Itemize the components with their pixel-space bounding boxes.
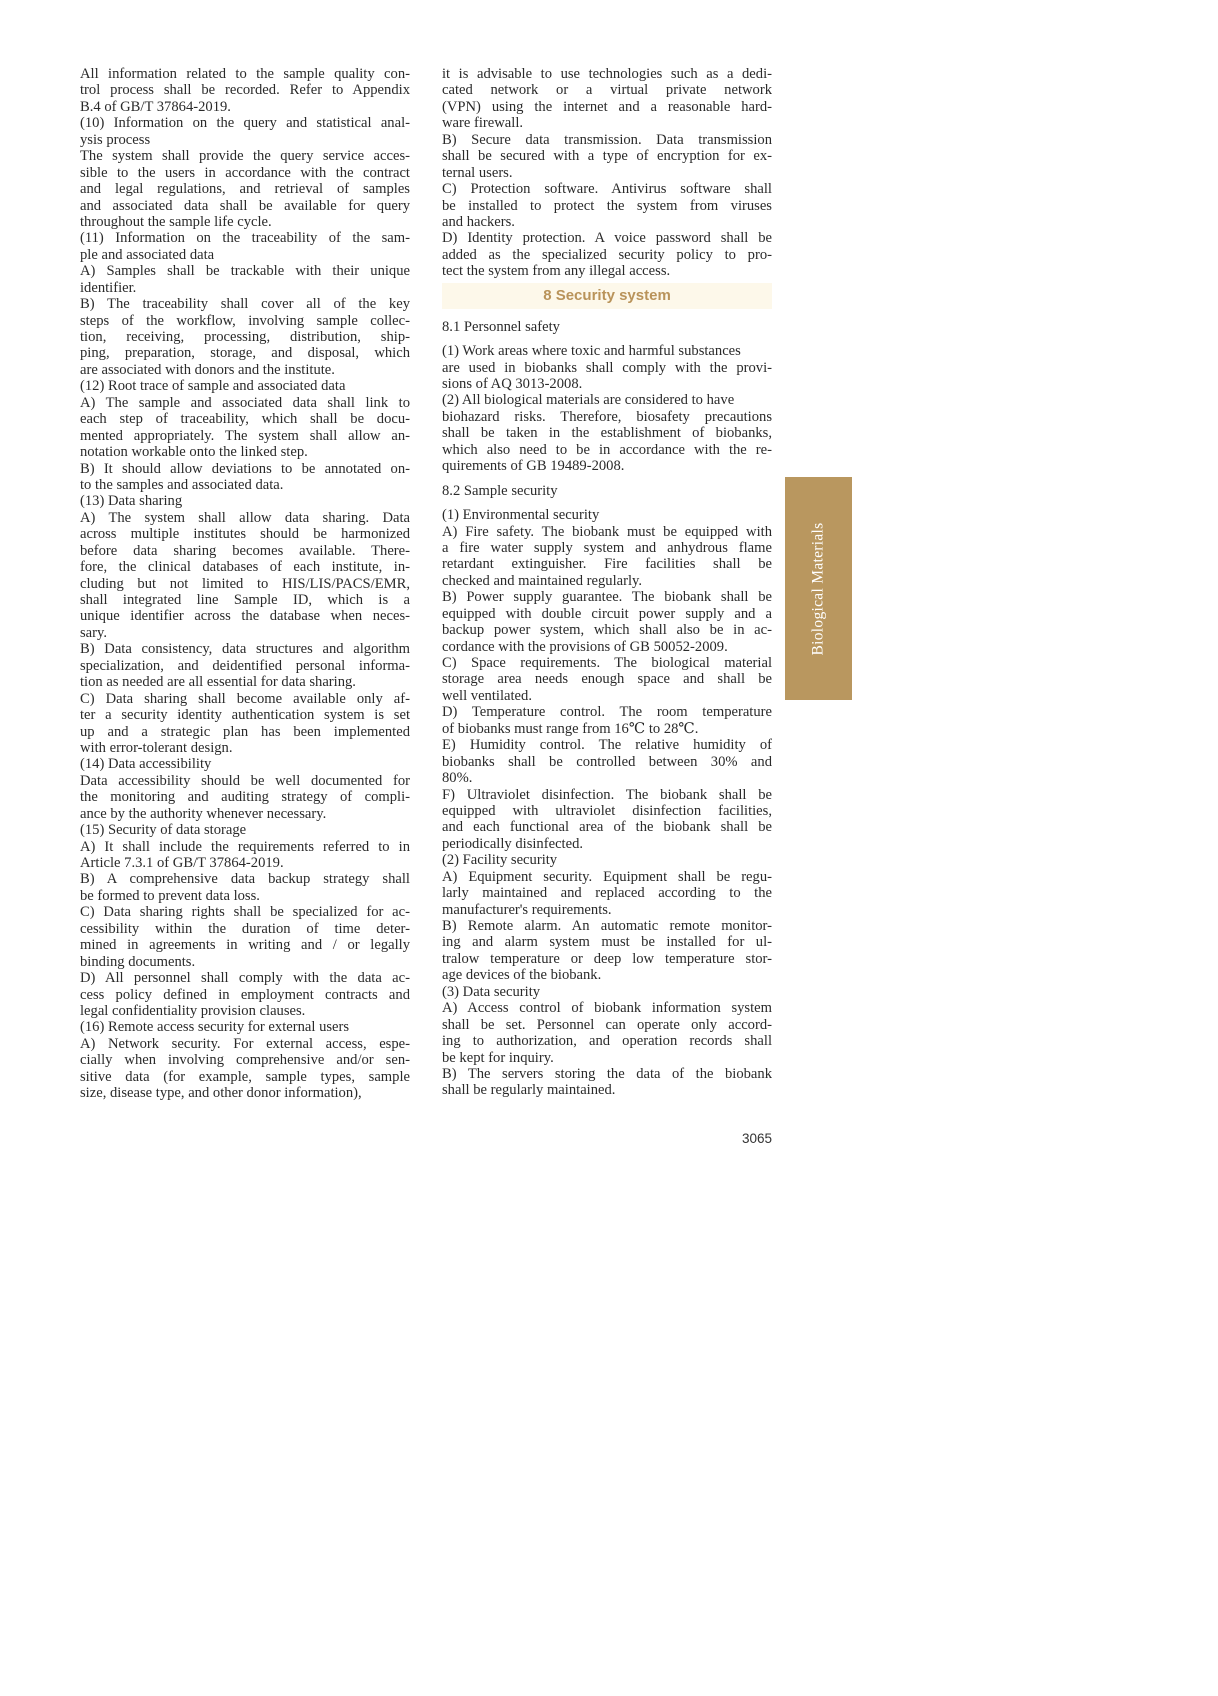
text-line: sitive data (for example, sample types, sample bbox=[80, 1068, 410, 1085]
text-line: size, disease type, and other donor information), bbox=[80, 1085, 362, 1102]
text-line: tion, receiving, processing, distribution, ship- bbox=[80, 329, 410, 345]
text-line: B.4 of GB/T 37864-2019. bbox=[80, 98, 231, 115]
text-line: with error-tolerant design. bbox=[80, 739, 233, 756]
text-line: shall be set. Personnel can operate only accord- bbox=[442, 1016, 772, 1033]
text-line: (3) Data security bbox=[442, 983, 541, 1000]
text-line: notation workable onto the linked step. bbox=[80, 444, 308, 461]
text-line: (13) Data sharing bbox=[80, 493, 183, 510]
text-line: A) It shall include the requirements referred to in bbox=[80, 838, 410, 855]
text-line: larly maintained and replaced according to the bbox=[442, 885, 772, 902]
text-line: added as the specialized security policy to pro- bbox=[442, 246, 772, 263]
text-line: (16) Remote access security for external users bbox=[80, 1019, 350, 1036]
page-number: 3065 bbox=[741, 1131, 772, 1146]
text-line: quirements of GB 19489-2008. bbox=[442, 458, 625, 475]
text-line: Article 7.3.1 of GB/T 37864-2019. bbox=[80, 855, 284, 871]
text-line: well ventilated. bbox=[442, 687, 532, 704]
text-line: B) A comprehensive data backup strategy shall bbox=[80, 871, 410, 888]
text-line: C) Space requirements. The biological material bbox=[442, 655, 772, 671]
text-line: C) Data sharing rights shall be specialized for ac- bbox=[80, 904, 410, 921]
text-line: up and a strategic plan has been implemented bbox=[80, 723, 410, 740]
text-line: tect the system from any illegal access. bbox=[442, 263, 671, 280]
text-line: ing to authorization, and operation records shall bbox=[442, 1033, 772, 1050]
text-line: to the samples and associated data. bbox=[80, 476, 284, 493]
text-line: checked and maintained regularly. bbox=[442, 572, 643, 589]
text-line: mined in agreements in writing and / or legally bbox=[80, 937, 410, 954]
text-line: A) The sample and associated data shall link to bbox=[80, 394, 410, 411]
text-line: legal confidentiality provision clauses. bbox=[80, 1002, 306, 1019]
text-line: equipped with double circuit power supply and a bbox=[442, 605, 772, 622]
text-line: be installed to protect the system from viruses bbox=[442, 197, 772, 214]
text-line: and each functional area of the biobank shall be bbox=[442, 819, 772, 836]
text-line: ping, preparation, storage, and disposal, which bbox=[80, 345, 410, 362]
text-line: cially when involving comprehensive and/or sen- bbox=[80, 1052, 410, 1069]
text-line: cated network or a virtual private network bbox=[442, 82, 772, 99]
text-line: 80%. bbox=[442, 770, 473, 787]
side-tab-label: Biological Materials bbox=[809, 522, 827, 655]
text-line: ing and alarm system must be installed for ul- bbox=[442, 934, 772, 951]
text-line: ance by the authority whenever necessary. bbox=[80, 805, 327, 822]
text-line: before data sharing becomes available. There- bbox=[80, 542, 410, 559]
text-line: B) Remote alarm. An automatic remote monitor- bbox=[442, 918, 772, 934]
text-line: The system shall provide the query service acces- bbox=[80, 148, 410, 165]
text-line: D) Temperature control. The room temperature bbox=[442, 704, 772, 721]
text-line: B) It should allow deviations to be annotated on- bbox=[80, 460, 410, 477]
text-line: ysis process bbox=[80, 131, 151, 148]
text-line: identifier. bbox=[80, 279, 137, 296]
text-line: B) Secure data transmission. Data transmission bbox=[442, 131, 772, 148]
text-line: A) Samples shall be trackable with their unique bbox=[80, 263, 410, 280]
side-tab-biological-materials bbox=[785, 477, 852, 700]
text-line: backup power system, which shall also be in ac- bbox=[442, 622, 772, 639]
text-line: shall integrated line Sample ID, which is a bbox=[80, 592, 410, 608]
text-line: D) Identity protection. A voice password shall be bbox=[442, 230, 772, 247]
personnel-safety-text bbox=[442, 343, 772, 475]
text-line: cess policy defined in employment contracts and bbox=[80, 986, 410, 1003]
text-line: and hackers. bbox=[442, 213, 515, 230]
sample-security-text bbox=[442, 507, 772, 1099]
text-line: cessibility within the duration of time deter- bbox=[80, 920, 410, 937]
text-line: age devices of the biobank. bbox=[442, 967, 602, 984]
text-line: are used in biobanks shall comply with the provi- bbox=[442, 359, 772, 376]
text-line: retardant extinguisher. Fire facilities shall be bbox=[442, 556, 772, 573]
text-line: which also need to be in accordance with the re- bbox=[442, 441, 772, 458]
text-line: (14) Data accessibility bbox=[80, 756, 212, 773]
text-line: it is advisable to use technologies such as a dedi- bbox=[442, 66, 772, 82]
text-line: A) Equipment security. Equipment shall be regu- bbox=[442, 868, 772, 885]
text-line: (1) Work areas where toxic and harmful substances bbox=[442, 343, 741, 360]
text-line: mented appropriately. The system shall allow an- bbox=[80, 427, 410, 444]
text-line: of biobanks must range from 16℃ to 28℃. bbox=[442, 720, 699, 737]
text-line: trol process shall be recorded. Refer to Appendix bbox=[80, 82, 410, 99]
text-line: across multiple institutes should be harmonized bbox=[80, 526, 410, 543]
text-line: B) The servers storing the data of the biobank bbox=[442, 1065, 772, 1082]
text-line: C) Data sharing shall become available only af- bbox=[80, 690, 410, 707]
text-line: (12) Root trace of sample and associated data bbox=[80, 378, 346, 395]
text-line: specialization, and deidentified personal informa- bbox=[80, 657, 410, 674]
text-line: B) The traceability shall cover all of the key bbox=[80, 296, 410, 313]
text-line: ter a security identity authentication system is set bbox=[80, 707, 410, 724]
text-line: shall be secured with a type of encryption for ex- bbox=[442, 148, 772, 165]
text-line: sible to the users in accordance with the contract bbox=[80, 164, 410, 181]
text-line: fore, the clinical databases of each institute, in- bbox=[80, 559, 410, 576]
text-line: shall be regularly maintained. bbox=[442, 1082, 616, 1099]
text-line: ple and associated data bbox=[80, 246, 215, 263]
text-line: a fire water supply system and anhydrous flame bbox=[442, 539, 772, 556]
text-line: storage area needs enough space and shall be bbox=[442, 671, 772, 688]
text-line: be formed to prevent data loss. bbox=[80, 887, 260, 904]
text-line: (15) Security of data storage bbox=[80, 822, 247, 839]
text-line: binding documents. bbox=[80, 953, 196, 970]
text-line: A) Network security. For external access, espe- bbox=[80, 1035, 410, 1052]
text-line: manufacturer's requirements. bbox=[442, 901, 612, 918]
text-line: tralow temperature or deep low temperature stor- bbox=[442, 950, 772, 967]
text-line: All information related to the sample quality con- bbox=[80, 66, 410, 82]
text-line: Data accessibility should be well documented for bbox=[80, 772, 410, 789]
section-heading-security-system: 8 Security system bbox=[442, 283, 772, 309]
subsection-heading-sample-security: 8.2 Sample security bbox=[442, 482, 558, 499]
text-line: unique identifier across the database when neces- bbox=[80, 608, 410, 625]
text-line: equipped with ultraviolet disinfection facilities, bbox=[442, 802, 772, 819]
text-line: A) The system shall allow data sharing. Data bbox=[80, 509, 410, 526]
text-line: cluding but not limited to HIS/LIS/PACS/EMR, bbox=[80, 575, 410, 592]
text-line: (VPN) using the internet and a reasonable hard- bbox=[442, 98, 772, 115]
text-line: (1) Environmental security bbox=[442, 507, 600, 524]
right-column bbox=[442, 66, 772, 1099]
text-line: biobanks shall be controlled between 30% and bbox=[442, 753, 772, 770]
text-line: tion as needed are all essential for data sharing. bbox=[80, 674, 356, 691]
text-line: throughout the sample life cycle. bbox=[80, 213, 272, 230]
text-line: D) All personnel shall comply with the data ac- bbox=[80, 970, 410, 987]
text-line: periodically disinfected. bbox=[442, 835, 584, 852]
text-line: (2) Facility security bbox=[442, 852, 558, 869]
text-line: sions of AQ 3013-2008. bbox=[442, 376, 583, 392]
text-line: the monitoring and auditing strategy of compli- bbox=[80, 789, 410, 806]
text-line: A) Access control of biobank information system bbox=[442, 1000, 772, 1017]
text-line: and associated data shall be available for query bbox=[80, 197, 410, 214]
text-line: sary. bbox=[80, 624, 108, 641]
text-line: ternal users. bbox=[442, 164, 513, 181]
right-intro-text bbox=[442, 66, 772, 280]
text-line: shall be taken in the establishment of biobanks, bbox=[442, 425, 772, 442]
text-line: A) Fire safety. The biobank must be equipped with bbox=[442, 523, 772, 540]
text-line: E) Humidity control. The relative humidity of bbox=[442, 737, 772, 754]
left-column bbox=[80, 66, 410, 1102]
text-line: F) Ultraviolet disinfection. The biobank shall be bbox=[442, 786, 772, 803]
text-line: B) Power supply guarantee. The biobank shall be bbox=[442, 589, 772, 606]
text-line: steps of the workflow, involving sample collec- bbox=[80, 312, 410, 329]
text-line: each step of traceability, which shall be docu- bbox=[80, 411, 410, 428]
text-line: cordance with the provisions of GB 50052-2009. bbox=[442, 638, 728, 655]
text-line: (10) Information on the query and statistical anal- bbox=[80, 115, 410, 132]
text-line: (11) Information on the traceability of the sam- bbox=[80, 230, 410, 247]
text-line: ware firewall. bbox=[442, 115, 524, 132]
subsection-heading-personnel-safety: 8.1 Personnel safety bbox=[442, 318, 560, 335]
text-line: (2) All biological materials are considered to have bbox=[442, 392, 735, 409]
text-line: B) Data consistency, data structures and algorithm bbox=[80, 641, 410, 658]
text-line: be kept for inquiry. bbox=[442, 1049, 554, 1066]
text-line: and legal regulations, and retrieval of samples bbox=[80, 181, 410, 198]
text-line: C) Protection software. Antivirus software shall bbox=[442, 181, 772, 198]
text-line: are associated with donors and the institute. bbox=[80, 361, 335, 378]
text-line: biohazard risks. Therefore, biosafety precautions bbox=[442, 408, 772, 425]
